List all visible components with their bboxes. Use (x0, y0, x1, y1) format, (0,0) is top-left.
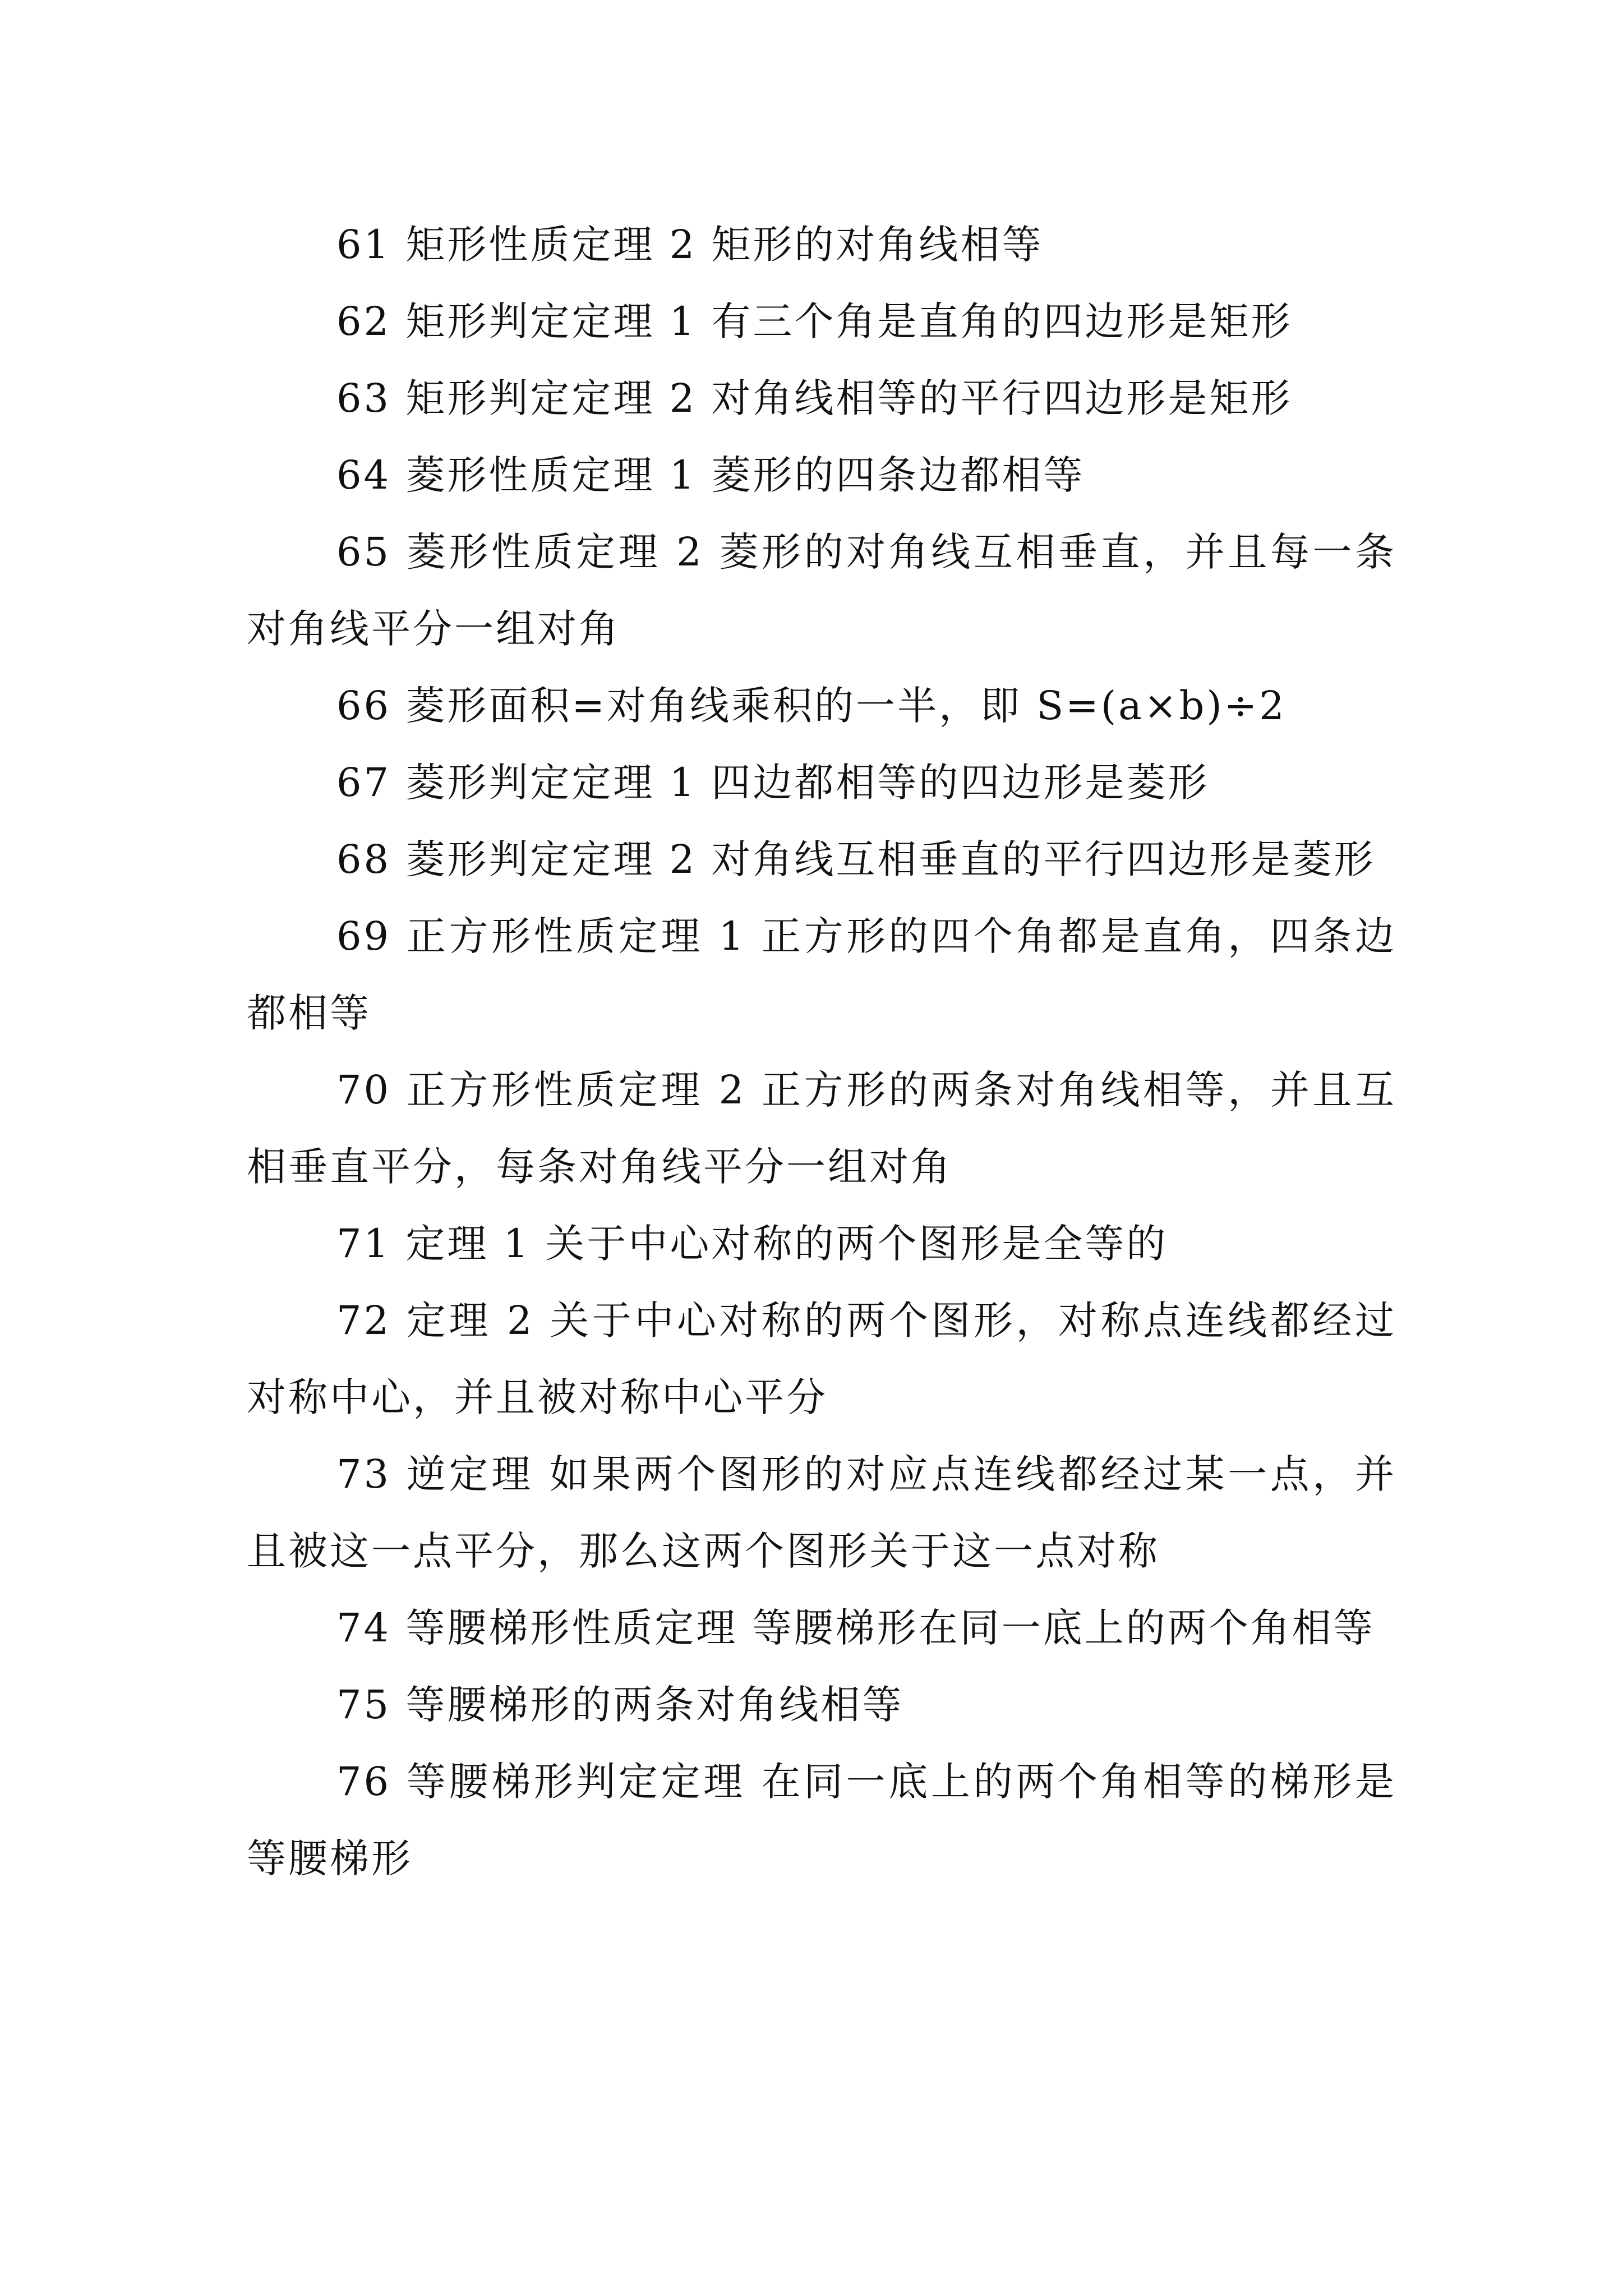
theorem-paragraph: 64 菱形性质定理 1 菱形的四条边都相等 (336, 452, 1085, 498)
theorem-paragraph: 76 等腰梯形判定定理 在同一底上的两个角相等的梯形是等腰梯形 (247, 1759, 1396, 1881)
document-body (247, 206, 1396, 1897)
theorem-paragraph: 75 等腰梯形的两条对角线相等 (336, 1682, 904, 1728)
theorem-paragraph: 62 矩形判定定理 1 有三个角是直角的四边形是矩形 (336, 298, 1293, 344)
theorem-paragraph: 61 矩形性质定理 2 矩形的对角线相等 (336, 222, 1044, 268)
theorem-paragraph: 67 菱形判定定理 1 四边都相等的四边形是菱形 (336, 760, 1210, 806)
theorem-paragraph: 71 定理 1 关于中心对称的两个图形是全等的 (336, 1221, 1168, 1267)
theorem-paragraph: 74 等腰梯形性质定理 等腰梯形在同一底上的两个角相等 (336, 1605, 1375, 1651)
theorem-paragraph: 63 矩形判定定理 2 对角线相等的平行四边形是矩形 (336, 375, 1293, 421)
theorem-paragraph: 68 菱形判定定理 2 对角线互相垂直的平行四边形是菱形 (336, 836, 1376, 882)
theorem-paragraph: 66 菱形面积=对角线乘积的一半，即 S=(a×b)÷2 (336, 683, 1287, 729)
theorem-paragraph: 65 菱形性质定理 2 菱形的对角线互相垂直，并且每一条对角线平分一组对角 (247, 529, 1396, 652)
theorem-paragraph: 70 正方形性质定理 2 正方形的两条对角线相等，并且互相垂直平分，每条对角线平分一组对角 (247, 1067, 1396, 1190)
theorem-paragraph: 69 正方形性质定理 1 正方形的四个角都是直角，四条边都相等 (247, 913, 1396, 1036)
theorem-paragraph: 72 定理 2 关于中心对称的两个图形，对称点连线都经过对称中心，并且被对称中心平分 (247, 1297, 1396, 1420)
theorem-paragraph: 73 逆定理 如果两个图形的对应点连线都经过某一点，并且被这一点平分，那么这两个图形关于这一点对称 (247, 1451, 1396, 1574)
